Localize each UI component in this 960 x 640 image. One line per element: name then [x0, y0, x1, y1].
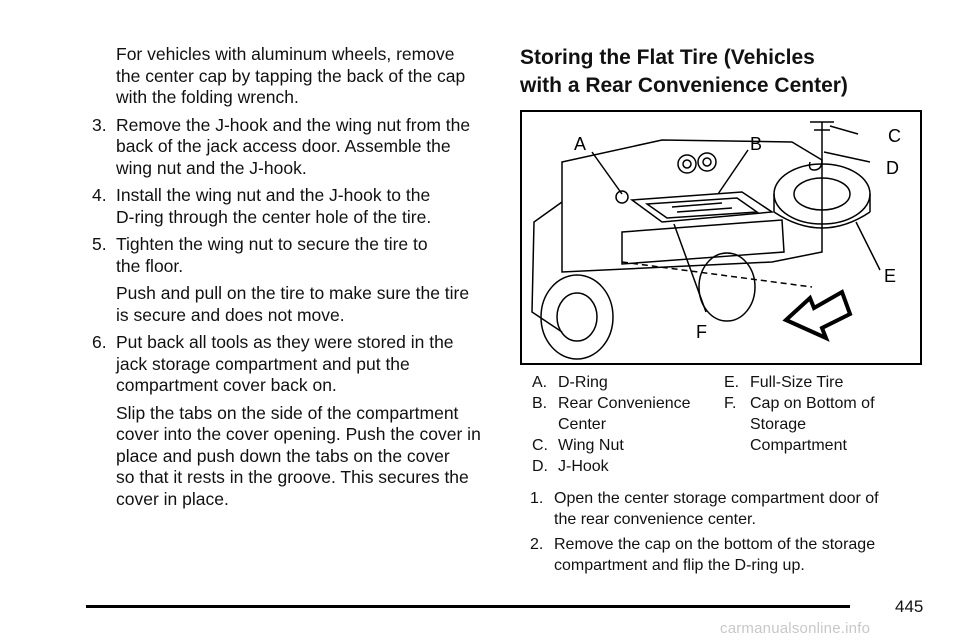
direction-arrow-icon [786, 292, 850, 338]
legend-item-c: C. Wing Nut [532, 437, 624, 454]
label-c: C [888, 126, 901, 146]
left-column [82, 44, 492, 516]
legend-item-f: F. Cap on Bottom of Storage Compartment [724, 395, 875, 454]
aluminum-wheels-note: For vehicles with aluminum wheels, remove the center cap by tapping the back of the cap with the folding wrench. [116, 44, 466, 107]
flat-tire-storage-illustration [520, 110, 922, 365]
leader-d [824, 152, 870, 162]
speaker-icon-1 [678, 155, 696, 173]
page-number: 445 [895, 597, 924, 616]
step-4: 4. Install the wing nut and the J-hook to the D-ring through the center hole of the tire. [92, 185, 432, 227]
legend-right [724, 372, 924, 456]
push-pull-note: Push and pull on the tire to make sure the tire is secure and does not move. [116, 283, 470, 325]
legend-left [532, 372, 717, 477]
ground-line [622, 262, 812, 287]
section-heading: Storing the Flat Tire (Vehicles with a Rear Convenience Center) [520, 46, 848, 97]
left-wheel-icon [541, 275, 613, 359]
illustration-svg [522, 112, 920, 363]
speaker-icon-2 [698, 153, 716, 171]
step-6: 6. Put back all tools as they were stored in the jack storage compartment and put the compartment cover back on. [92, 332, 454, 395]
slip-tabs-note: Slip the tabs on the side of the compartment cover into the cover opening. Push the cover in place and push down the tabs on the cover so that it rests in the groove. This secures the cover in place. [116, 402, 481, 509]
right-steps [530, 488, 930, 580]
watermark: carmanualsonline.info [720, 620, 871, 637]
cargo-floor [622, 220, 784, 264]
label-d: D [886, 158, 899, 178]
step-1: 1. Open the center storage compartment door of the rear convenience center. [530, 490, 879, 528]
leader-c [830, 126, 858, 134]
right-wheel-icon [699, 253, 755, 321]
leader-e [856, 222, 880, 270]
legend-item-b: B. Rear Convenience Center [532, 395, 691, 433]
leader-f [674, 224, 706, 312]
compartment-slats [672, 203, 732, 212]
label-f: F [696, 322, 707, 342]
footer-rule [86, 605, 850, 608]
legend-item-d: D. J-Hook [532, 458, 609, 475]
legend-item-a: A. D-Ring [532, 374, 608, 391]
leader-a [592, 152, 622, 194]
step-5: 5. Tighten the wing nut to secure the tire to the floor. [92, 234, 428, 276]
leader-b [718, 150, 748, 194]
legend-item-e: E. Full-Size Tire [724, 374, 844, 391]
label-e: E [884, 266, 897, 286]
step-3: 3. Remove the J-hook and the wing nut from the back of the jack access door. Assemble the wing nut and the J-hook. [92, 114, 471, 178]
step-2: 2. Remove the cap on the bottom of the storage compartment and flip the D-ring up. [530, 536, 876, 574]
label-b: B [750, 134, 763, 154]
label-a: A [574, 134, 587, 154]
